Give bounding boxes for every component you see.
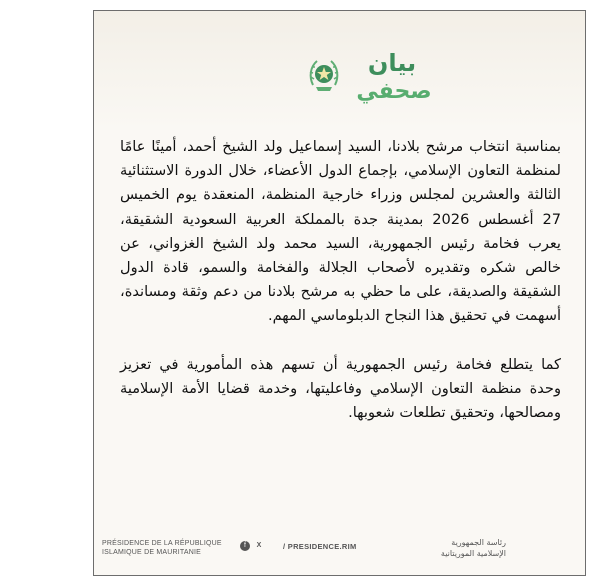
footer-french-name [102, 539, 262, 557]
facebook-icon[interactable]: f [240, 541, 250, 551]
statement-body [120, 135, 561, 425]
social-links [240, 541, 400, 555]
title-line-2: صحفي [356, 79, 432, 104]
social-handle[interactable]: / PRESIDENCE.RIM [283, 542, 357, 551]
footer-french-line-2: ISLAMIQUE DE MAURITANIE [102, 549, 201, 556]
footer [94, 537, 585, 573]
x-icon[interactable]: X [256, 542, 262, 549]
footer-arabic-line-1: رئاسة الجمهورية [451, 538, 506, 547]
paragraph-1: بمناسبة انتخاب مرشح بلادنا، السيد إسماعيل ولد الشيخ أحمد، أمينًا عامًا لمنظمة التعاون الإسلامي، بإجماع الدول الأعضاء، خلال الدورة الاستثنائية الثالثة والعشرين لمجلس وزراء خارجية المنظمة، المنعقدة يوم الخميس 27 أغسطس 2026 بمدينة جدة بالمملكة العربية السعودية الشقيقة، يعرب فخامة رئيس الجمهورية، السيد محمد ولد الشيخ الغزواني، عن خالص شكره وتقديره لأصحاب الجلالة والفخامة والسمو، قادة الدول الشقيقة والصديقة، على ما حظي به مرشح بلادنا من دعم وثقة ومساندة، أسهمت في تحقيق هذا النجاح الدبلوماسي المهم. [120, 138, 562, 325]
footer-arabic-name [416, 537, 506, 559]
press-release-card [93, 10, 586, 576]
paragraph-2: كما يتطلع فخامة رئيس الجمهورية أن تسهم هذه المأمورية في تعزيز وحدة منظمة التعاون الإسلامي وفاعليتها، وخدمة قضايا الأمة الإسلامية ومصالحها، وتحقيق تطلعات شعوبها. [120, 355, 561, 422]
footer-french-line-1: PRÉSIDENCE DE LA RÉPUBLIQUE [102, 540, 222, 547]
footer-arabic-line-2: الإسلامية الموريتانية [440, 549, 506, 558]
title-line-1: بيان [367, 49, 417, 77]
header [94, 31, 585, 111]
